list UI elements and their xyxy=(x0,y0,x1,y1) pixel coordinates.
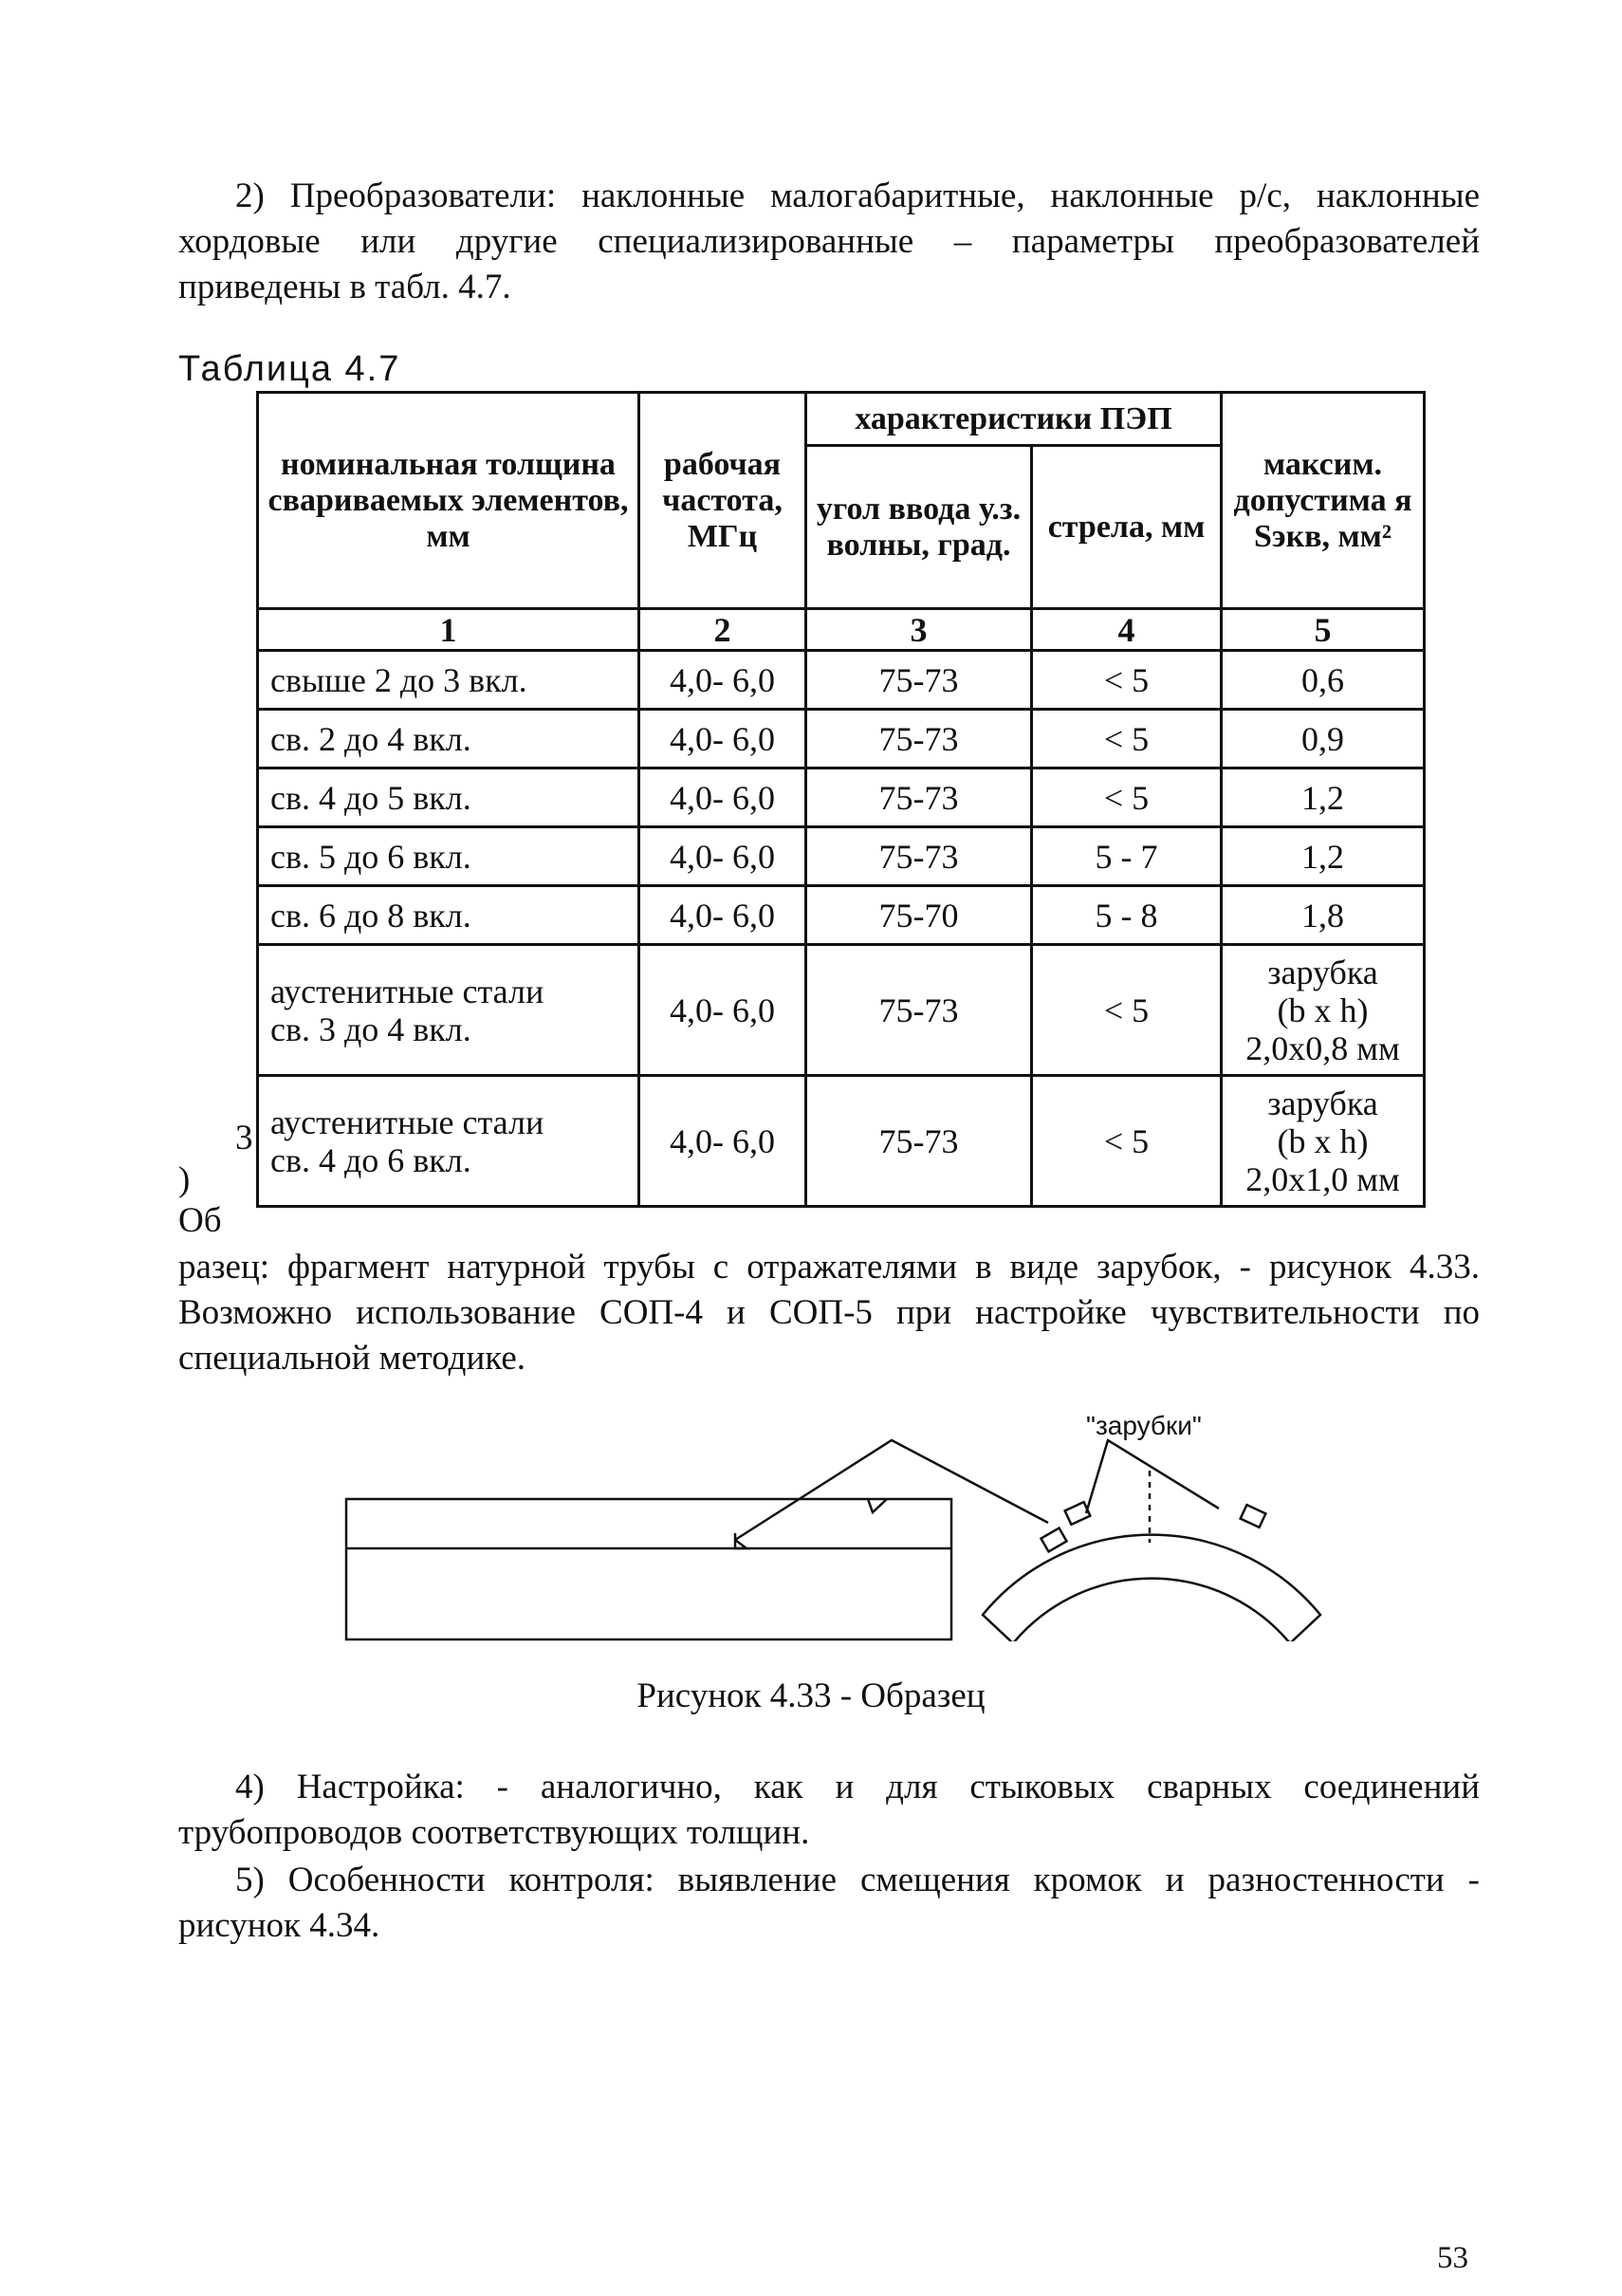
table-row xyxy=(258,768,1425,827)
figure-caption: Рисунок 4.33 - Образец xyxy=(636,1676,986,1715)
pipe-arc xyxy=(983,1535,1320,1641)
column-number-1: 1 xyxy=(258,609,639,651)
column-number-2: 2 xyxy=(639,609,806,651)
cell-thickness-line-2: св. 3 до 4 вкл. xyxy=(270,1009,471,1048)
pipe-outline xyxy=(346,1499,951,1639)
cell-frequency: 4,0- 6,0 xyxy=(639,886,806,945)
sample-line-1: разец: фрагмент натурной трубы с отражателями в виде зарубок, - рисунок 4.33. xyxy=(178,1248,1480,1287)
sample-figure xyxy=(332,1404,1347,1641)
features-line-1: 5) Особенности контроля: выявление смещения кромок и разностенности - xyxy=(235,1861,1480,1899)
side-mark-ob: Об xyxy=(178,1201,222,1240)
cell-thickness: свыше 2 до 3 вкл. xyxy=(258,651,639,710)
cell-area: 1,2 xyxy=(1222,827,1425,886)
setup-line-2: трубопроводов соответствующих толщин. xyxy=(178,1813,810,1852)
header-max-area xyxy=(1222,393,1425,609)
cell-area-line-2: (b x h) xyxy=(1277,991,1369,1029)
cell-thickness: св. 5 до 6 вкл. xyxy=(258,827,639,886)
setup-line-1: 4) Настройка: - аналогично, как и для стыковых сварных соединений xyxy=(235,1768,1480,1806)
cell-thickness-line-2: св. 4 до 6 вкл. xyxy=(270,1140,471,1179)
cell-frequency: 4,0- 6,0 xyxy=(639,945,806,1076)
leader-line-right xyxy=(1086,1440,1219,1513)
table-caption: Таблица 4.7 xyxy=(178,349,401,389)
cell-thickness xyxy=(258,945,639,1076)
cell-frequency: 4,0- 6,0 xyxy=(639,710,806,768)
header-pep-group: характеристики ПЭП xyxy=(806,393,1222,446)
cell-area: 1,8 xyxy=(1222,886,1425,945)
cell-frequency: 4,0- 6,0 xyxy=(639,1076,806,1207)
header-arrow: стрела, мм xyxy=(1032,446,1222,609)
side-mark-three: 3 xyxy=(235,1119,253,1157)
sample-paragraph xyxy=(178,1245,1480,1381)
cell-thickness xyxy=(258,1076,639,1207)
figure-label: "зарубки" xyxy=(1086,1411,1202,1440)
cell-arrow: 5 - 7 xyxy=(1032,827,1222,886)
leader-line-left xyxy=(735,1440,1048,1540)
cell-angle: 75-70 xyxy=(806,886,1032,945)
header-angle: угол ввода у.з. волны, град. xyxy=(806,446,1032,609)
column-number-5: 5 xyxy=(1222,609,1425,651)
cell-area-line-3: 2,0x0,8 мм xyxy=(1245,1028,1400,1067)
intro-line-2: хордовые или другие специализированные – параметры преобразователей xyxy=(178,222,1480,261)
cell-area xyxy=(1222,1076,1425,1207)
header-frequency: рабочая частота, МГц xyxy=(639,393,806,609)
page-number: 53 xyxy=(1437,2241,1468,2275)
cell-thickness: св. 6 до 8 вкл. xyxy=(258,886,639,945)
intro-line-1: 2) Преобразователи: наклонные малогабаритные, наклонные р/с, наклонные xyxy=(235,176,1480,215)
table-row xyxy=(258,651,1425,710)
cell-area: 1,2 xyxy=(1222,768,1425,827)
cell-arrow: < 5 xyxy=(1032,945,1222,1076)
pipe-fragment-drawing xyxy=(346,1440,1320,1641)
cell-area: 0,6 xyxy=(1222,651,1425,710)
cell-arrow: < 5 xyxy=(1032,768,1222,827)
cell-angle: 75-73 xyxy=(806,768,1032,827)
header-thickness: номинальная толщина свариваемых элементов, мм xyxy=(258,393,639,609)
intro-line-3: приведены в табл. 4.7. xyxy=(178,268,511,306)
cell-arrow: < 5 xyxy=(1032,710,1222,768)
cell-area-line-1: зарубка xyxy=(1267,953,1378,991)
cell-arrow: < 5 xyxy=(1032,651,1222,710)
side-mark-paren: ) xyxy=(178,1160,191,1199)
cell-angle: 75-73 xyxy=(806,827,1032,886)
cell-frequency: 4,0- 6,0 xyxy=(639,827,806,886)
column-number-4: 4 xyxy=(1032,609,1222,651)
cell-thickness-line-1: аустенитные стали xyxy=(270,1102,544,1141)
cell-frequency: 4,0- 6,0 xyxy=(639,768,806,827)
cell-area xyxy=(1222,945,1425,1076)
setup-paragraph xyxy=(178,1765,1480,1856)
arc-notch-3 xyxy=(1241,1505,1266,1528)
intro-paragraph xyxy=(178,174,1480,310)
cell-angle: 75-73 xyxy=(806,651,1032,710)
sample-line-3: специальной методике. xyxy=(178,1339,525,1378)
cell-angle: 75-73 xyxy=(806,710,1032,768)
cell-arrow: < 5 xyxy=(1032,1076,1222,1207)
cell-angle: 75-73 xyxy=(806,945,1032,1076)
cell-area-line-3: 2,0x1,0 мм xyxy=(1245,1159,1400,1198)
arc-notch-1 xyxy=(1041,1528,1066,1552)
cell-thickness: св. 2 до 4 вкл. xyxy=(258,710,639,768)
sample-line-2: Возможно использование СОП-4 и СОП-5 при настройке чувствительности по xyxy=(178,1293,1480,1332)
table-row xyxy=(258,827,1425,886)
cell-thickness-line-1: аустенитные стали xyxy=(270,972,544,1010)
table-row xyxy=(258,886,1425,945)
cell-area: 0,9 xyxy=(1222,710,1425,768)
transducer-parameters-table xyxy=(256,391,1426,1208)
notch-top xyxy=(868,1499,887,1512)
cell-arrow: 5 - 8 xyxy=(1032,886,1222,945)
features-paragraph xyxy=(178,1858,1480,1949)
cell-thickness: св. 4 до 5 вкл. xyxy=(258,768,639,827)
table-row xyxy=(258,945,1425,1076)
cell-angle: 75-73 xyxy=(806,1076,1032,1207)
cell-area-line-2: (b x h) xyxy=(1277,1121,1369,1160)
cell-frequency: 4,0- 6,0 xyxy=(639,651,806,710)
cell-area-line-1: зарубка xyxy=(1267,1083,1378,1122)
table-row xyxy=(258,1076,1425,1207)
header-max-area-text: максим. допустима я Sэкв, мм² xyxy=(1233,446,1412,554)
column-number-3: 3 xyxy=(806,609,1032,651)
table-row xyxy=(258,710,1425,768)
features-line-2: рисунок 4.34. xyxy=(178,1906,380,1945)
